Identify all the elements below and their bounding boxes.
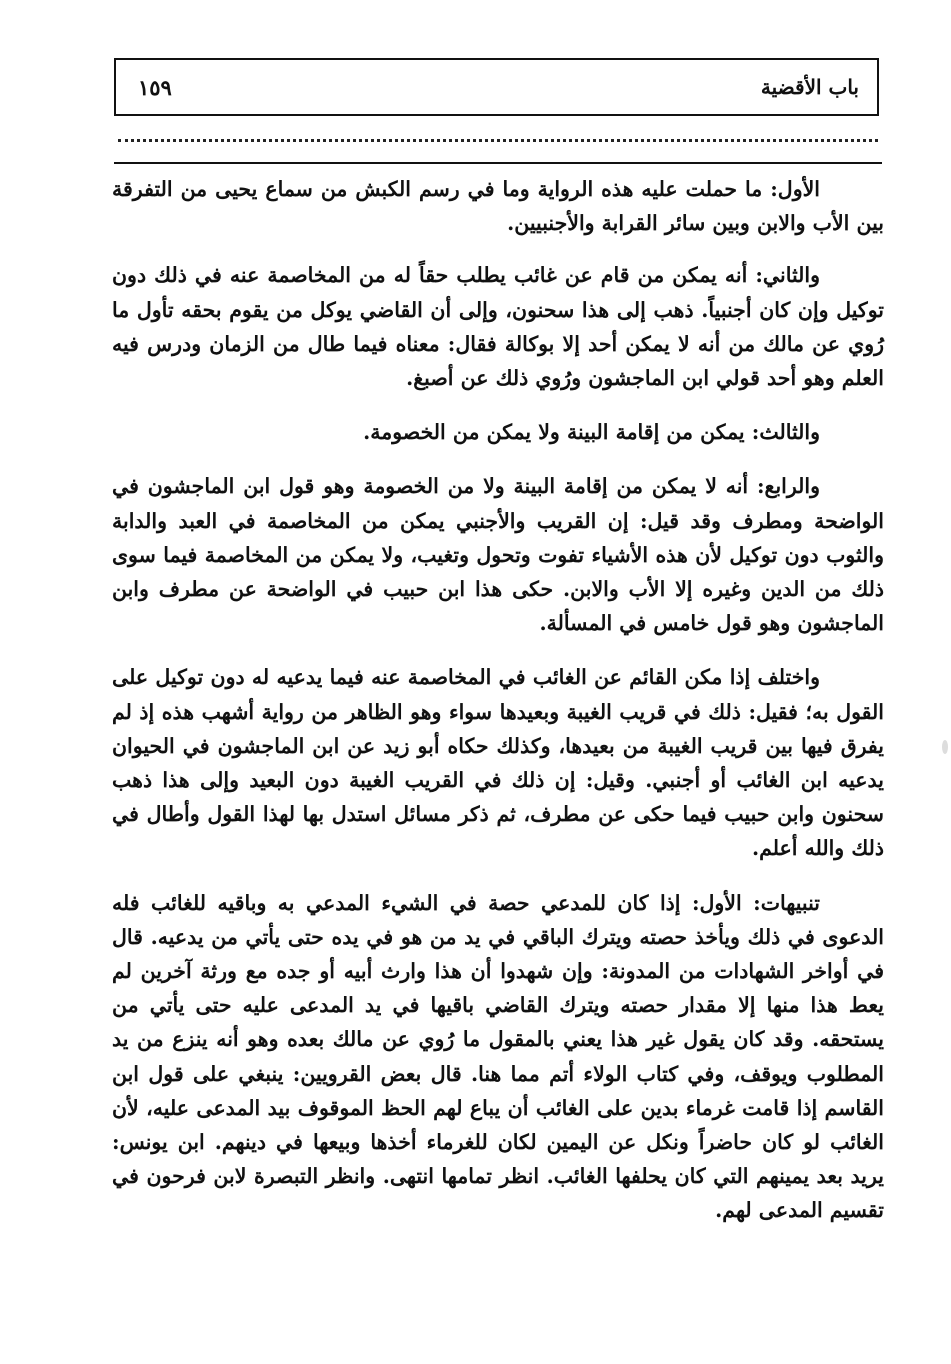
dotted-divider	[118, 122, 878, 142]
paragraph-third-opinion: والثالث: يمكن من إقامة البينة ولا يمكن من الخصومة.	[363, 420, 820, 445]
paragraph-notes: تنبيهات: الأول: إذا كان للمدعي حصة في الشيء المدعي به وباقيه للغائب فله الدعوى في ذلك ويأخذ حصته ويترك الباقي في يد من هو في يده حتى يأتي من يدعيه. قال في أواخر الشهادات من المدونة: وإن شهدوا أن هذا وارث أبيه أو جده مع ورثة آخرين لم يعط هذا منها إلا مقدار حصته ويترك القاضي باقيها في يد المدعى عليه حتى يأتي من يستحقه. وقد كان يقول غير هذا يعني بالمقول ما رُوي عن مالك بعده وهو أنه ينزع من يد المطلوب ويوقف، وفي كتاب الولاء أتم مما هنا. قال بعض القرويين: ينبغي على قول ابن القاسم إذا قامت غرماء بدين على الغائب أن يباع لهم الحظ الموقوف بيد المدعى عليه، لأن الغائب لو كان حاضراً ونكل عن اليمين لكان للغرماء أخذها وبيعها في دينهم. ابن يونس: يريد بعد يمينهم التي كان يحلفها الغائب. انظر تمامها انتهى. وانظر التبصرة لابن فرحون في تقسيم المدعى لهم.	[112, 890, 884, 1223]
paragraph-second-opinion: والثاني: أنه يمكن من قام عن غائب يطلب حقاً له من المخاصمة عنه في ذلك دون توكيل وإن كان أجنبياً. ذهب إلى هذا سحنون، وإلى أن القاضي يوكل من يقوم بحقه تأول ما رُوي عن مالك من أنه لا يمكن أحد إلا بوكالة فقال: معناه فيما طال من الزمان ودرس فيه العلم وهو أحد قولي ابن الماجشون ورُوي ذلك عن أصبغ.	[112, 263, 884, 391]
paragraph-fourth-opinion: والرابع: أنه لا يمكن من إقامة البينة ولا من الخصومة وهو قول ابن الماجشون في الواضحة ومطرف وقد قيل: إن القريب والأجنبي يمكن من المخاصمة في العبد والدابة والثوب دون توكيل لأن هذه الأشياء تفوت وتحول وتغيب، ولا يمكن من المخاصمة فيما سوى ذلك من الدين وغيره إلا الأب والابن. حكى هذا ابن حبيب في الواضحة عن مطرف وابن الماجشون وهو قول خامس في المسألة.	[112, 474, 884, 636]
running-header	[114, 58, 879, 116]
running-head-title: باب الأقضية	[760, 75, 859, 99]
page-number: ١٥٩	[138, 74, 172, 100]
paragraph-first-opinion: الأول: ما حملت عليه هذه الرواية وما في رسم الكبش من سماع يحيى من التفرقة بين الأب والابن وبين سائر القرابة والأجنبيين.	[112, 177, 884, 236]
page-body	[112, 172, 884, 1248]
scan-mark	[942, 740, 948, 754]
paragraph-disagreement: واختلف إذا مكن القائم عن الغائب في المخاصمة عنه فيما يدعيه له دون توكيل على القول به؛ فقيل: ذلك في قريب الغيبة وبعيدها سواء وهو الظاهر من رواية أشهب هذه إذ لم يفرق فيها بين قريب الغيبة من بعيدها، وكذلك حكاه أبو زيد عن ابن الماجشون في الحيوان يدعيه ابن الغائب أو أجنبي. وقيل: إن ذلك في القريب الغيبة دون البعيد وإلى هذا ذهب سحنون وابن حبيب فيما حكى عن مطرف، ثم ذكر مسائل استدل بها لهذا القول وأطال في ذلك والله أعلم.	[112, 665, 884, 861]
header-rule	[114, 162, 882, 164]
